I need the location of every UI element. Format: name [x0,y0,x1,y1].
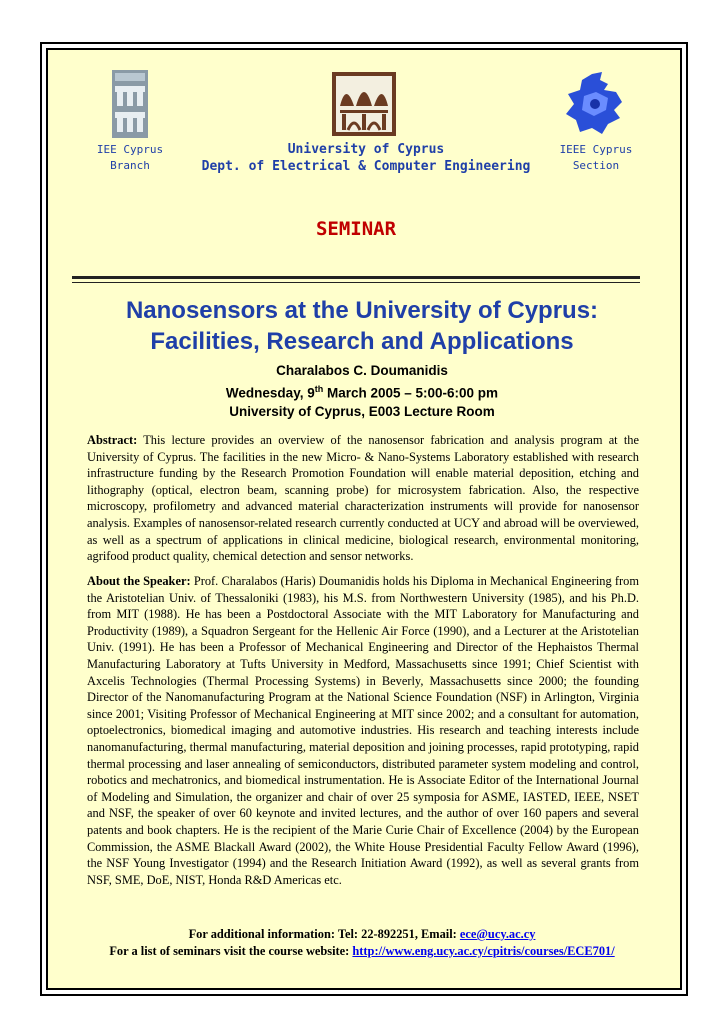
event-date [72,380,652,403]
talk-title-line1: Nanosensors at the University of Cyprus: [125,297,599,324]
event-date-suffix: March 2005 – 5:00-6:00 pm [323,385,499,401]
speaker-bio-paragraph [87,573,639,888]
seminar-heading: SEMINAR [315,218,397,240]
website-line [56,943,668,960]
university-label [196,141,536,175]
contact-prefix: For additional information: Tel: 22-892251, Email: [188,927,460,941]
iee-label-line2: Branch [110,159,150,172]
footer [56,926,668,960]
speaker-bio-text: Prof. Charalabos (Haris) Doumanidis holds his Diploma in Mechanical Engineering from the Aristotelian Univ. of Thessaloniki (1983), his M.S. from Northwestern University (1985), and his Ph.D. from MIT (1988). He has been a Postdoctoral Associate with the MIT Laboratory for Manufacturing and Productivity (1989), a Squadron Sergeant for the Hellenic Air Force (1990), and a Lecturer at the Aristotelian Univ. (1991). He has been a Professor of Mechanical Engineering and Director of the Hephaistos Thermal Manufacturing Laboratory at Tufts University in Medford, Massachusetts since 1991; Chief Scientist with Axcelis Technologies (Thermal Processing Systems) in Beverly, Massachusetts since 2000; the founding Director of the Nanomanufacturing Program at the National Science Foundation (NSF) in Arlington, Virginia since 2001; Visiting Professor of Mechanical Engineering at MIT since 2002; and a consultant for automation, optoelectronics, biomedical imaging and automotive industries. His research and teaching interests include nanomanufacturing, thermal manufacturing, material deposition and joining processes, rapid prototyping, rapid thermal processing and laser annealing of semiconductors, distributed parameter system modeling and control, robotics and mechatronics, and biomedical instrumentation. He is Associate Editor of the International Journal of Modeling and Simulation, the organizer and chair of over 25 symposia for ASME, IASTED, IEEE, NSET and NSF, the speaker of over 60 keynote and invited lectures, and the author of over 160 papers and several patents and book chapters. He is the recipient of the Marie Curie Chair of Excellence (2004) by the European Commission, the ASME Blackall Award (2002), the White House Presidential Faculty Fellow Award (1996), the NSF Young Investigator (1994) and the Research Initiation Award (1992), as well as several grants from NSF, SME, DoE, NIST, Honda R&D Americas etc. [87,574,639,887]
ieee-logo [562,70,632,138]
abstract-paragraph [87,432,639,565]
talk-title [72,295,652,357]
speaker-name: Charalabos C. Doumanidis [276,363,448,378]
speaker-bio-label: About the Speaker: [87,574,191,588]
abstract-label: Abstract: [87,433,138,447]
iee-logo [112,70,148,138]
iee-label [70,142,190,174]
university-of-cyprus-logo [332,72,396,136]
talk-title-line2: Facilities, Research and Applications [150,328,574,355]
website-prefix: For a list of seminars visit the course website: [109,944,353,958]
event-date-sup: th [314,384,324,394]
event-info [72,362,652,421]
ieee-label-line2: Section [572,159,620,172]
department-name: Dept. of Electrical & Computer Engineering [201,159,531,174]
iee-label-line1: IEE Cyprus [96,143,164,156]
university-name: University of Cyprus [287,142,445,157]
website-link[interactable]: http://www.eng.ucy.ac.cy/cpitris/courses/ECE701/ [352,944,615,958]
event-date-prefix: Wednesday, 9 [225,385,315,401]
contact-line [56,926,668,943]
ieee-label-line1: IEEE Cyprus [559,143,633,156]
email-link[interactable]: ece@ucy.ac.cy [459,927,536,941]
divider-thin [72,282,640,283]
ieee-label [540,142,652,174]
event-venue: University of Cyprus, E003 Lecture Room [229,403,495,419]
divider-thick [72,276,640,279]
abstract-text: This lecture provides an overview of the nanosensor fabrication and analysis program at the University of Cyprus. The facilities in the new Micro- & Nano-Systems Laboratory established with research infrastructure funding by the Research Promotion Foundation will enable material deposition, etching and lithography (optical, electron beam, scanning probe) for microsystem fabrication. Also, the respective microscopy, profilometry and advanced material characterization instruments will provide for nanosensor analysis. Examples of nanosensor-related research currently conducted at UCY and abroad will be overviewed, as well as a spectrum of applications in clinical medicine, biological research, environmental monitoring, agrifood product quality, chemical detection and sensor networks. [87,433,639,564]
